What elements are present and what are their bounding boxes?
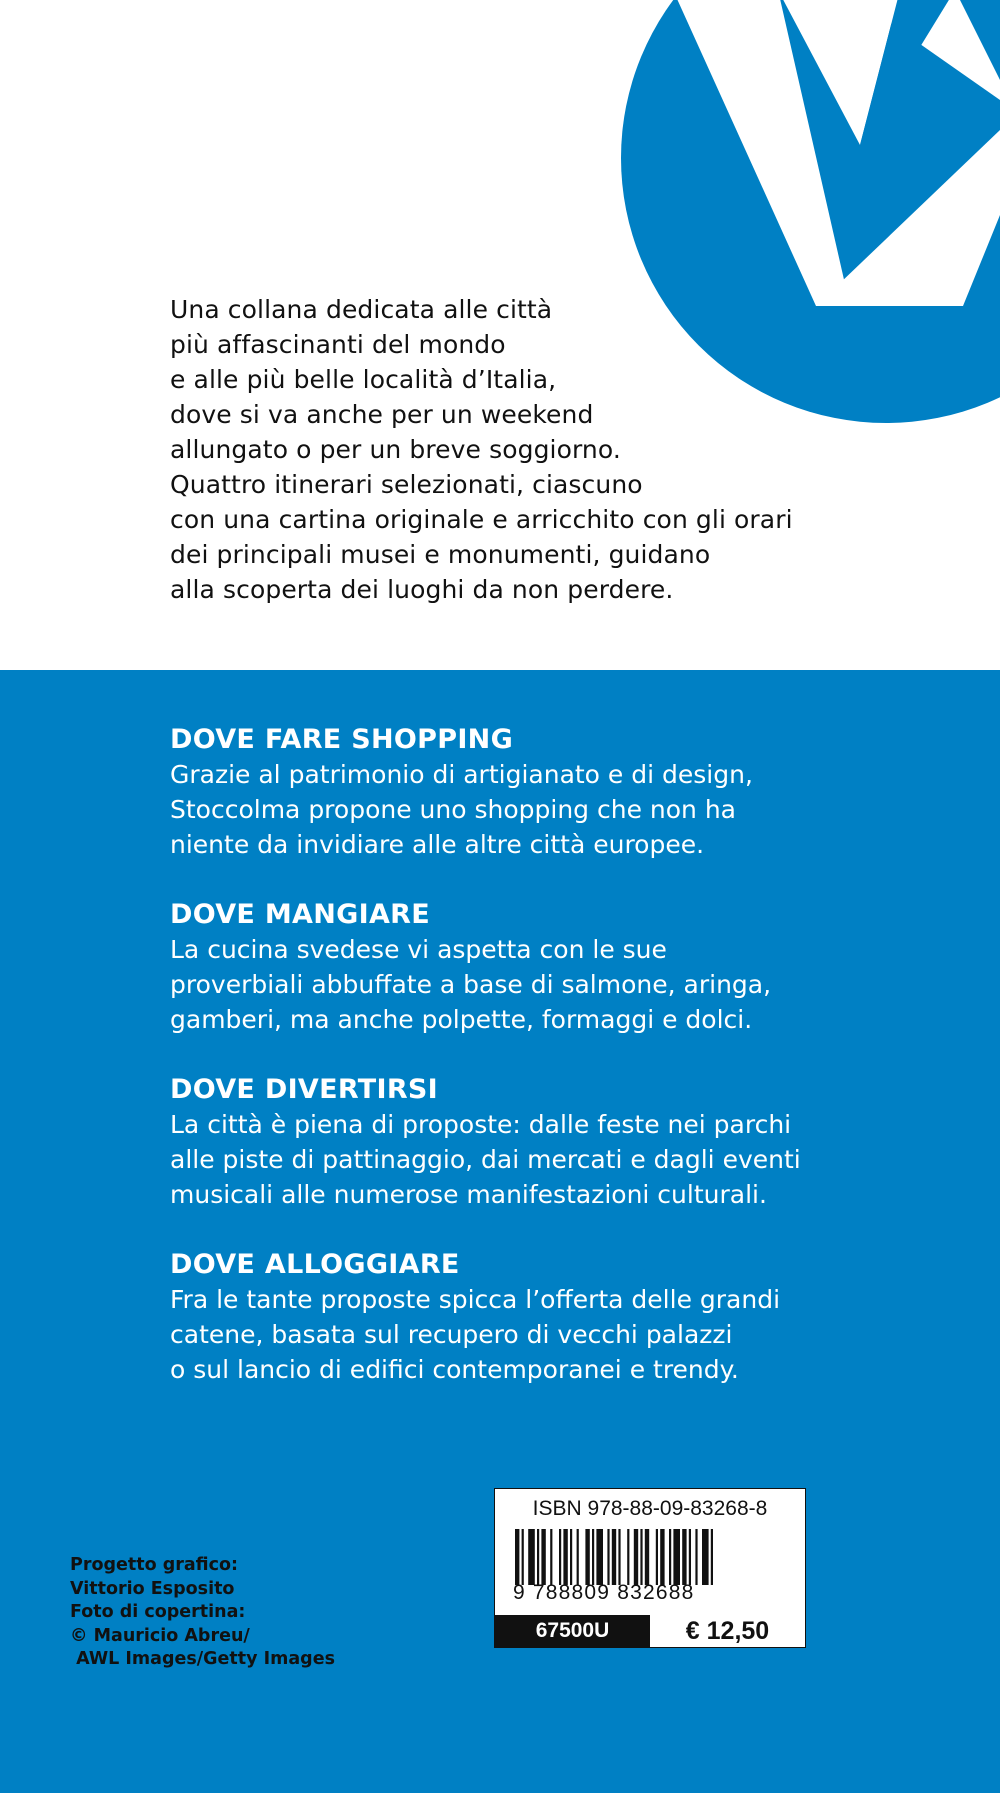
section-line: musicali alle numerose manifestazioni culturali. — [170, 1180, 767, 1209]
section-shopping — [170, 723, 970, 862]
credit-line: Progetto grafico: — [70, 1555, 239, 1575]
section-line: catene, basata sul recupero di vecchi palazzi — [170, 1320, 733, 1349]
section-heading: DOVE ALLOGGIARE — [170, 1249, 460, 1280]
isbn-label: ISBN 978-88-09-83268-8 — [532, 1497, 768, 1520]
price-row — [495, 1615, 805, 1647]
section-line: Stoccolma propone uno shopping che non ha — [170, 795, 737, 824]
intro-line: Una collana dedicata alle città — [170, 295, 553, 324]
intro-line: e alle più belle località d’Italia, — [170, 365, 557, 394]
section-heading: DOVE FARE SHOPPING — [170, 724, 514, 755]
barcode-digits: 9 788809 832688 — [513, 1581, 695, 1604]
intro-line: più affascinanti del mondo — [170, 330, 506, 359]
price-label: € 12,50 — [650, 1615, 805, 1647]
section-line: proverbiali abbuffate a base di salmone, aringa, — [170, 970, 772, 999]
section-body — [170, 932, 970, 1037]
section-line: Fra le tante proposte spicca l’offerta delle grandi — [170, 1285, 781, 1314]
section-line: alle piste di pattinaggio, dai mercati e dagli eventi — [170, 1145, 801, 1174]
section-lodging — [170, 1248, 970, 1387]
section-heading: DOVE MANGIARE — [170, 899, 430, 930]
section-eating — [170, 898, 970, 1037]
intro-line: dove si va anche per un weekend — [170, 400, 594, 429]
cover-credits — [70, 1554, 335, 1672]
section-line: Grazie al patrimonio di artigianato e di design, — [170, 760, 753, 789]
section-line: La città è piena di proposte: dalle feste nei parchi — [170, 1110, 792, 1139]
section-line: gamberi, ma anche polpette, formaggi e dolci. — [170, 1005, 753, 1034]
intro-paragraph — [170, 292, 970, 607]
intro-line: dei principali musei e monumenti, guidano — [170, 540, 711, 569]
section-line: La cucina svedese vi aspetta con le sue — [170, 935, 667, 964]
intro-line: con una cartina originale e arricchito con gli orari — [170, 505, 793, 534]
section-body — [170, 1282, 970, 1387]
credit-line: © Mauricio Abreu/ — [70, 1625, 250, 1646]
barcode-icon — [515, 1529, 787, 1585]
intro-line: allungato o per un breve soggiorno. — [170, 435, 621, 464]
intro-line: Quattro itinerari selezionati, ciascuno — [170, 470, 643, 499]
section-fun — [170, 1073, 970, 1212]
section-body — [170, 1107, 970, 1212]
isbn-barcode-box — [494, 1488, 806, 1648]
section-line: niente da invidiare alle altre città europee. — [170, 830, 705, 859]
top-section — [0, 0, 1000, 670]
credit-line: Vittorio Esposito — [70, 1578, 235, 1599]
section-heading: DOVE DIVERTIRSI — [170, 1074, 439, 1105]
credit-line: AWL Images/Getty Images — [70, 1649, 335, 1669]
section-body — [170, 757, 970, 862]
intro-line: alla scoperta dei luoghi da non perdere. — [170, 575, 674, 604]
credit-line: Foto di copertina: — [70, 1602, 246, 1622]
section-line: o sul lancio di edifici contemporanei e trendy. — [170, 1355, 739, 1384]
product-code: 67500U — [495, 1615, 650, 1647]
